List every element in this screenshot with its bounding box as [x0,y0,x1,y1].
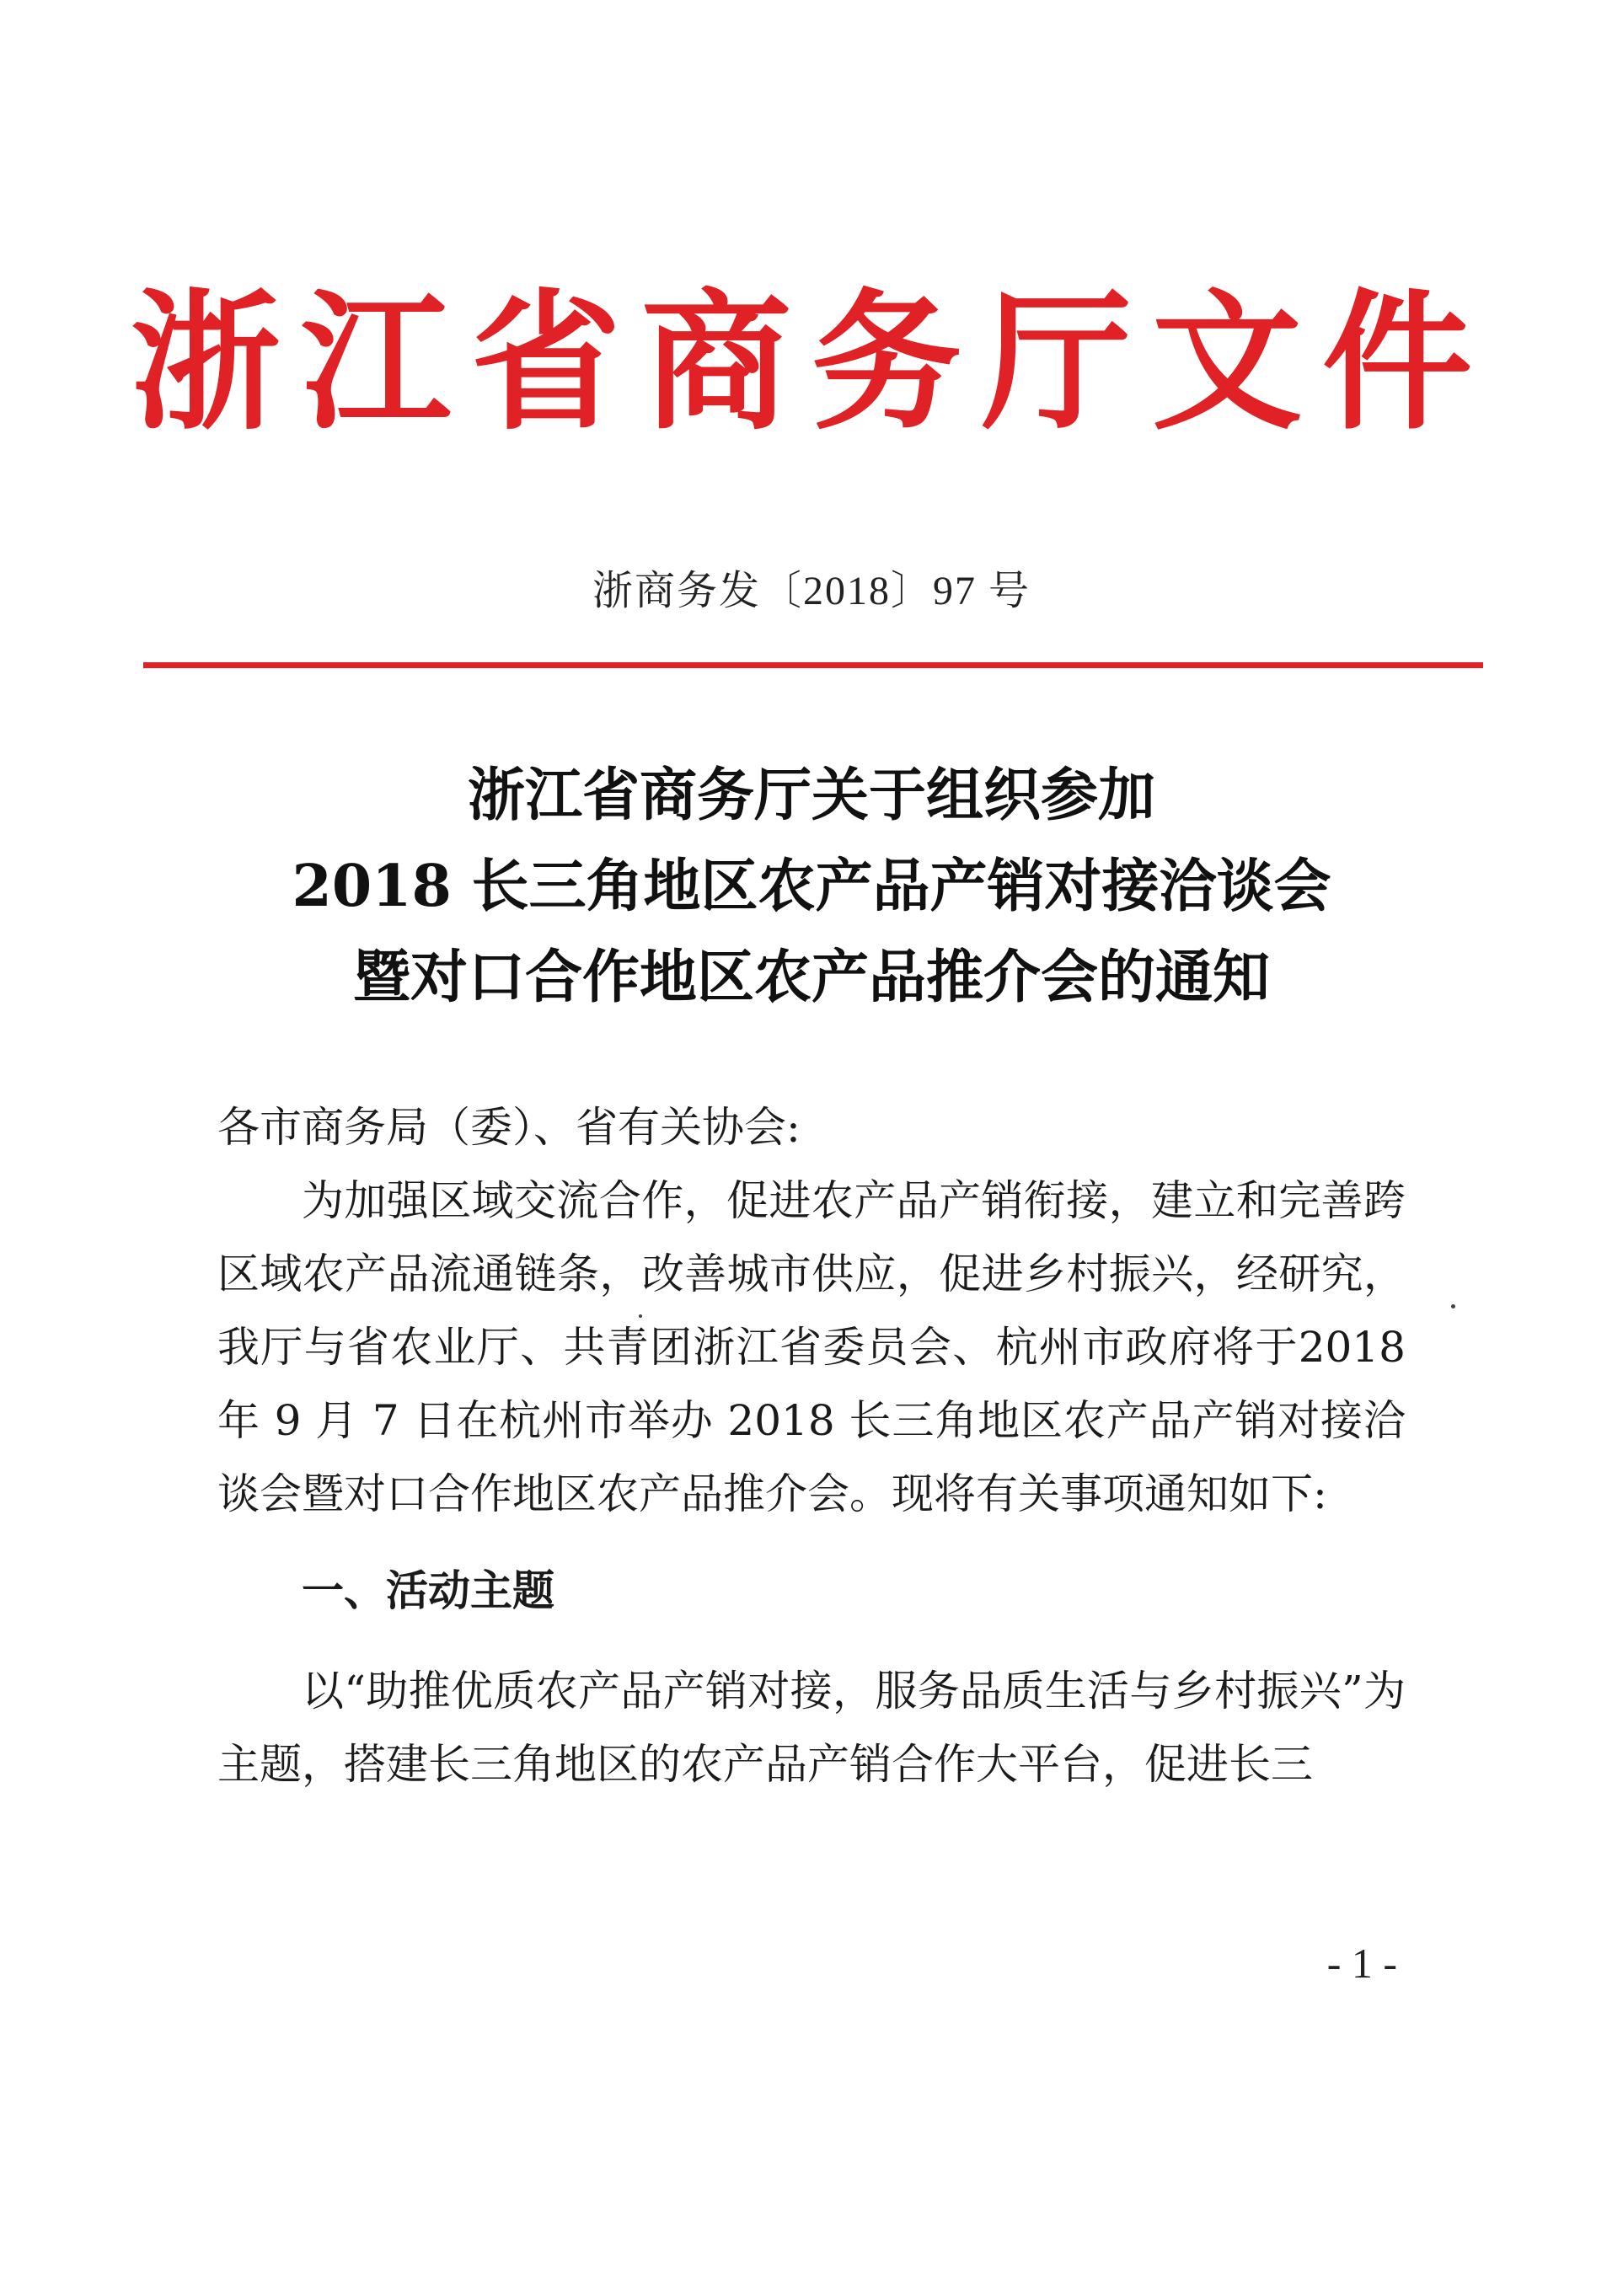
section-theme-paragraph: 以“助推优质农产品产销对接，服务品质生活与乡村振兴”为主题，搭建长三角地区的农产品产销合作大平台，促进长三 [217,1667,1406,1789]
salutation: 各市商务局（委）、省有关协会: [217,1103,801,1152]
title-line-2: 2018 长三角地区农产品产销对接洽谈会 [292,853,1331,920]
section-heading-theme: 一、活动主题 [302,1566,554,1615]
document-number: 浙商务发〔2018〕97 号 [592,569,1031,613]
document-body [217,1091,1406,1801]
red-separator-line [143,662,1483,668]
title-line-1: 浙江省商务厅关于组织参加 [467,762,1155,829]
page-number: - 1 - [1326,1940,1397,1987]
scan-speck [1451,1304,1455,1309]
document-title [0,750,1623,1023]
issuing-authority-header: 浙江省商务厅文件 [131,274,1492,450]
title-line-3: 暨对口合作地区农产品推介会的通知 [352,944,1270,1011]
intro-paragraph: 为加强区域交流合作，促进农产品产销衔接，建立和完善跨区域农产品流通链条，改善城市供应，促进乡村振兴，经研究，我厅与省农业厅、共青团浙江省委员会、杭州市政府将于2018 年 9 月 7 日在杭州市举办 2018 长三角地区农产品产销对接洽谈会暨对口合作地区农产品推介会。现将有关事项通知如下: [217,1176,1406,1518]
scan-speck [639,1314,642,1318]
